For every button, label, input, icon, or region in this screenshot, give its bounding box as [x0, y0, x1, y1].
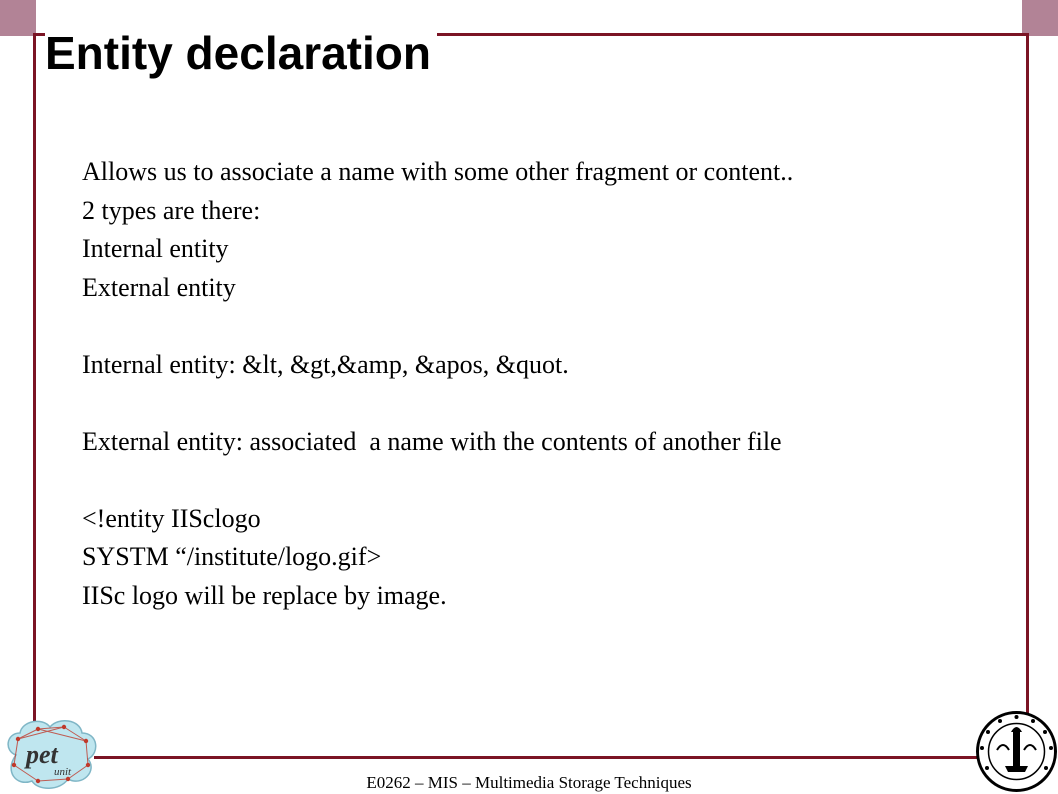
- body-line-blank: [82, 461, 982, 500]
- body-line: Internal entity: [82, 234, 229, 263]
- body-line: Allows us to associate a name with some other fragment or content..: [82, 157, 794, 186]
- body-line-code: SYSTM “/institute/logo.gif>: [82, 542, 382, 571]
- footer-course-title: E0262 – MIS – Multimedia Storage Techniques: [366, 773, 692, 792]
- body-line: External entity: [82, 272, 236, 302]
- body-line: IISc logo will be replace by image.: [82, 580, 447, 610]
- corner-decoration-left: [0, 0, 36, 36]
- frame-border-right: [1026, 33, 1029, 759]
- frame-border-bottom: [94, 756, 979, 759]
- body-line: 2 types are there:: [82, 195, 261, 225]
- body-line: Internal entity: &lt, &gt,&amp, &apos, &quot.: [82, 349, 569, 379]
- corner-decoration-right: [1022, 0, 1058, 36]
- slide-title: Entity declaration: [45, 22, 437, 84]
- body-line: External entity: associated a name with the contents of another file: [82, 426, 782, 456]
- body-line-blank: [82, 307, 982, 346]
- slide-body: [82, 153, 982, 615]
- frame-border-left: [33, 33, 36, 759]
- svg-text:pet: pet: [26, 740, 58, 769]
- body-line-blank: [82, 384, 982, 423]
- body-line-code: <!entity IISclogo: [82, 503, 261, 533]
- svg-text:unit: unit: [54, 766, 72, 778]
